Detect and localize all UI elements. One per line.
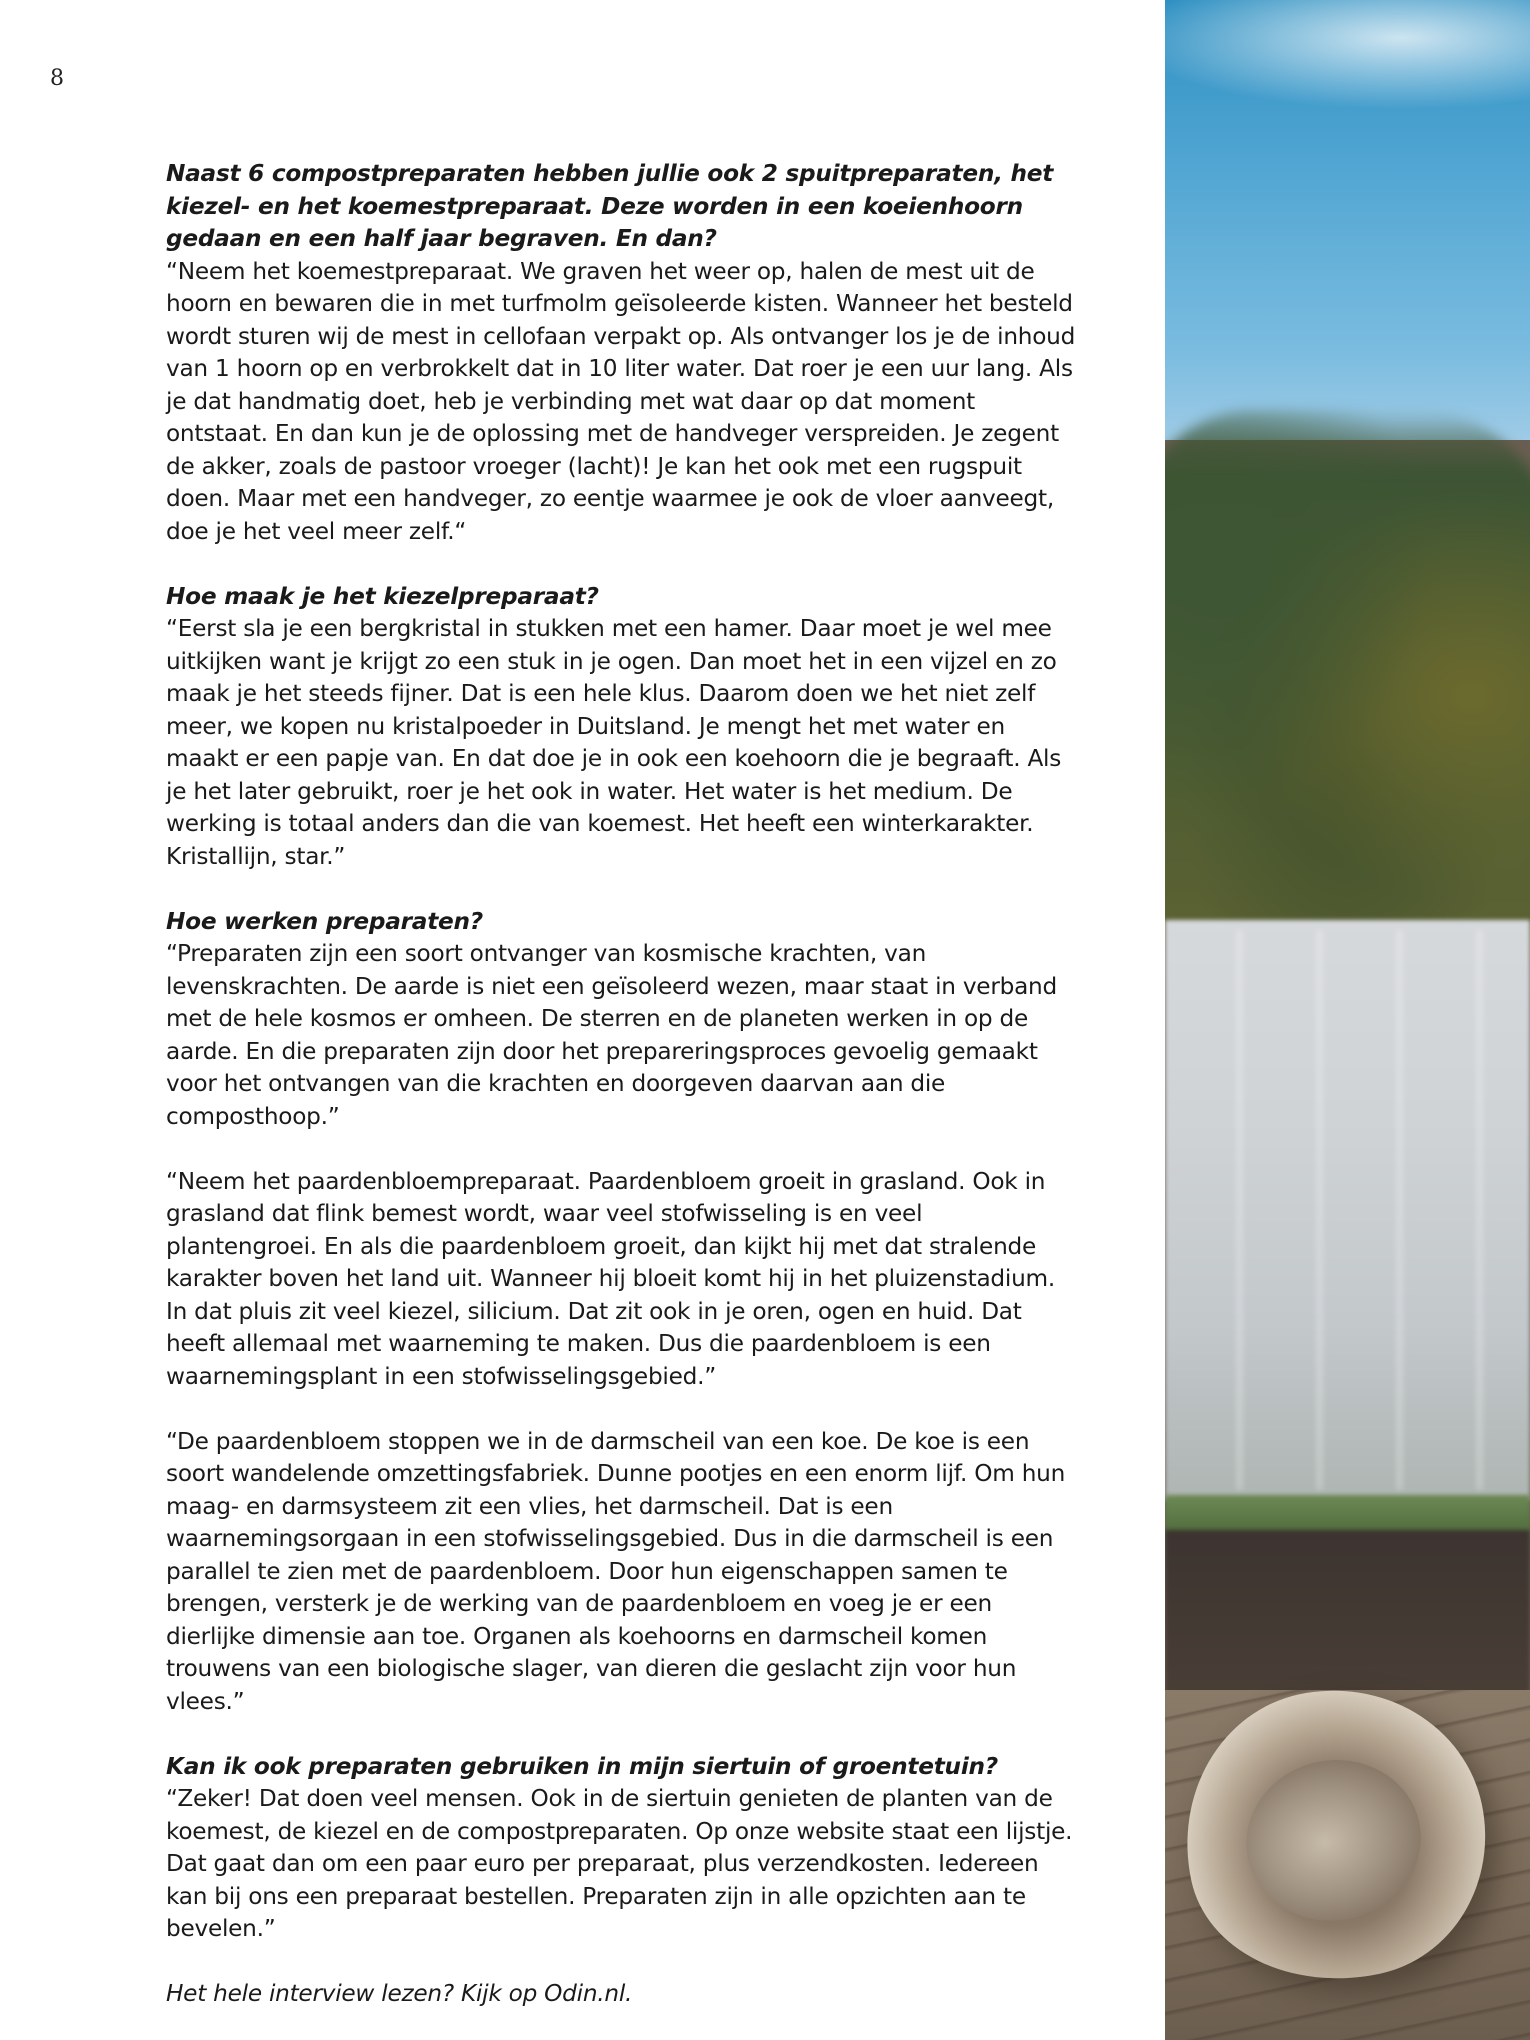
read-more-link-text: Het hele interview lezen? Kijk op Odin.nl.	[166, 1980, 633, 2007]
answer-silica-preparation: “Eerst sla je een bergkristal in stukken met een hamer. Daar moet je wel mee uitkijken want je krijgt zo een stuk in je ogen. Dan moet het in een vijzel en zo maak je het steeds fijner. Dat is een hele klus. Daarom doen we het niet zelf meer, we kopen nu kristalpoeder in Duitsland. Je mengt het met water en maakt er een papje van. En dat doe je in ook een koehoorn die je begraaft. Als je het later gebruikt, roer je het ook in water. Het water is het medium. De werking is totaal anders dan die van koemest. Het heeft een winterkarakter. Kristallijn, star.”	[166, 615, 1062, 870]
question-how-preparations-work: Hoe werken preparaten?	[166, 907, 483, 935]
question-silica-preparation: Hoe maak je het kiezelpreparaat?	[166, 582, 599, 610]
article-body	[166, 158, 1076, 2011]
grass-strip	[1165, 1495, 1530, 1535]
question-garden-use: Kan ik ook preparaten gebruiken in mijn siertuin of groentetuin?	[166, 1752, 998, 1780]
answer-mesentery: “De paardenbloem stoppen we in de darmscheil van een koe. De koe is een soort wandelende omzettingsfabriek. Dunne pootjes en een enorm lijf. Om hun maag- en darmsysteem zit een vlies, het darmscheil. Dat is een waarnemingsorgaan in een stofwisselingsgebied. Dus in die darmscheil is een parallel te zien met de paardenbloem. Door hun eigenschappen samen te brengen, versterk je de werking van de paardenbloem en voeg je er een dierlijke dimensie aan toe. Organen als koehoorns en darmscheil komen trouwens van een biologische slager, van dieren die geslacht zijn voor hun vlees.”	[166, 1427, 1066, 1715]
answer-garden-use: “Zeker! Dat doen veel mensen. Ook in de siertuin genieten de planten van de koemest, de kiezel en de compostpreparaten. Op onze website staat een lijstje. Dat gaat dan om een paar euro per preparaat, plus verzendkosten. Iedereen kan bij ons een preparaat bestellen. Preparaten zijn in alle opzichten aan te bevelen.”	[166, 1785, 1073, 1942]
page-number: 8	[50, 66, 64, 91]
answer-cosmic-forces: “Preparaten zijn een soort ontvanger van kosmische krachten, van levenskrachten. De aarde is niet een geïsoleerd wezen, maar staat in verband met de hele kosmos er omheen. De sterren en de planeten werken in op de aarde. En die preparaten zijn door het prepareringsproces gevoelig gemaakt voor het ontvangen van die krachten en doorgeven daarvan aan die composthoop.”	[166, 940, 1057, 1130]
answer-dandelion-preparation: “Neem het paardenbloempreparaat. Paardenbloem groeit in grasland. Ook in grasland dat flink bemest wordt, waar veel stofwisseling is en veel plantengroei. En als die paardenbloem groeit, dan kijkt hij met dat stralende karakter boven het land uit. Wanneer hij bloeit komt hij in het pluizenstadium. In dat pluis zit veel kiezel, silicium. Dat zit ook in je oren, ogen en huid. Dat heeft allemaal met waarneming te maken. Dus die paardenbloem is een waarnemingsplant in een stofwisselingsgebied.”	[166, 1167, 1055, 1390]
cow-horn-photo	[1165, 0, 1530, 2040]
soil	[1165, 1530, 1530, 1700]
answer-cow-manure-preparation: “Neem het koemestpreparaat. We graven het weer op, halen de mest uit de hoorn en bewaren die in met turfmolm geïsoleerde kisten. Wanneer het besteld wordt sturen wij de mest in cellofaan verpakt op. Als ontvanger los je de inhoud van 1 hoorn op en verbrokkelt dat in 10 liter water. Dat roer je een uur lang. Als je dat handmatig doet, heb je verbinding met wat daar op dat moment ontstaat. En dan kun je de oplossing met de handveger verspreiden. Je zegent de akker, zoals de pastoor vroeger (lacht)! Je kan het ook met een rugspuit doen. Maar met een handveger, zo eentje waarmee je ook de vloer aanveegt, doe je het veel meer zelf.“	[166, 257, 1076, 545]
cow-horn-opening	[1231, 1744, 1435, 1937]
question-spray-preparations: Naast 6 compostpreparaten hebben jullie ook 2 spuitpreparaten, het kiezel- en het koemestpreparaat. Deze worden in een koeienhoorn gedaan en een half jaar begraven. En dan?	[166, 160, 1054, 252]
greenhouse-ribs	[1165, 930, 1530, 1490]
cloud	[1165, 0, 1530, 110]
trees	[1165, 410, 1530, 930]
